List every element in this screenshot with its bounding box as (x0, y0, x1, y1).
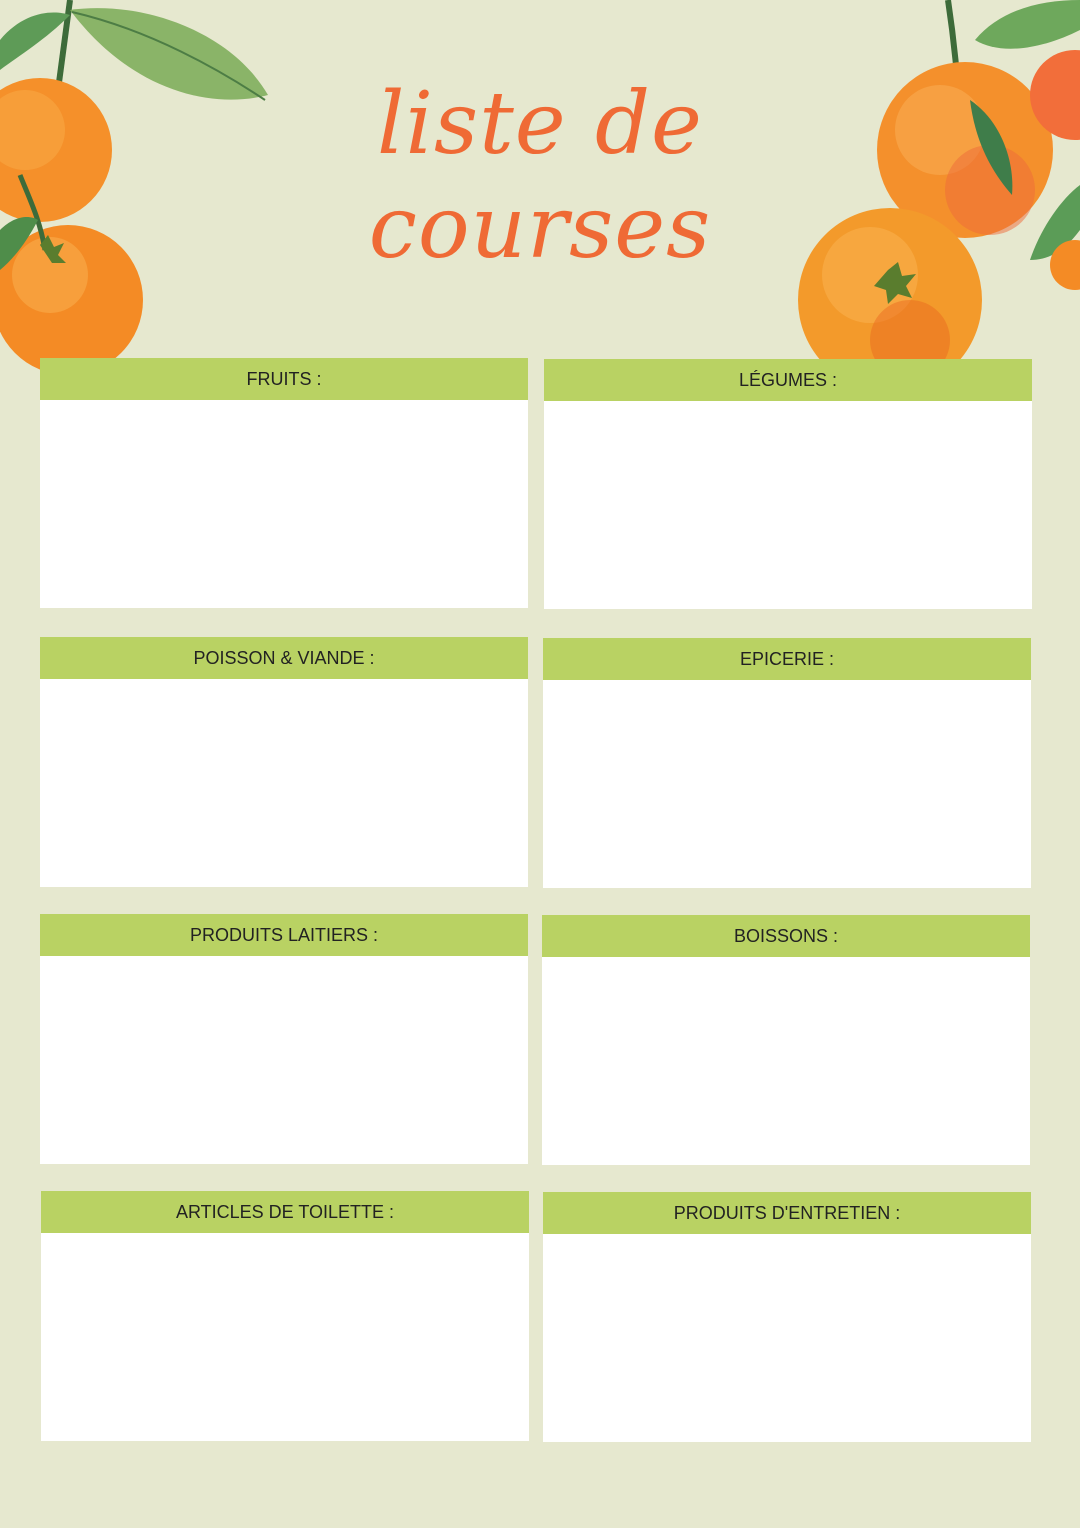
section-writing-area-articles-toilette[interactable] (41, 1233, 529, 1441)
section-card-fruits (40, 358, 528, 608)
orange-branch-right-illustration (790, 0, 1080, 370)
section-header-epicerie: EPICERIE : (543, 638, 1031, 680)
section-card-articles-toilette (41, 1191, 529, 1441)
page-title (300, 72, 780, 280)
section-card-legumes (544, 359, 1032, 609)
orange-branch-left-illustration (0, 0, 290, 400)
section-card-poisson-viande (40, 637, 528, 887)
title-line-2: courses (368, 178, 712, 278)
section-header-poisson-viande: POISSON & VIANDE : (40, 637, 528, 679)
section-writing-area-epicerie[interactable] (543, 680, 1031, 888)
section-card-produits-entretien (543, 1192, 1031, 1442)
section-card-boissons (542, 915, 1030, 1165)
section-card-produits-laitiers (40, 914, 528, 1164)
section-header-produits-laitiers: PRODUITS LAITIERS : (40, 914, 528, 956)
section-header-legumes: LÉGUMES : (544, 359, 1032, 401)
section-writing-area-legumes[interactable] (544, 401, 1032, 609)
section-header-boissons: BOISSONS : (542, 915, 1030, 957)
section-card-epicerie (543, 638, 1031, 888)
section-writing-area-fruits[interactable] (40, 400, 528, 608)
section-header-articles-toilette: ARTICLES DE TOILETTE : (41, 1191, 529, 1233)
section-writing-area-produits-entretien[interactable] (543, 1234, 1031, 1442)
section-header-fruits: FRUITS : (40, 358, 528, 400)
title-line-1: liste de (377, 74, 703, 174)
section-writing-area-produits-laitiers[interactable] (40, 956, 528, 1164)
section-header-produits-entretien: PRODUITS D'ENTRETIEN : (543, 1192, 1031, 1234)
section-writing-area-poisson-viande[interactable] (40, 679, 528, 887)
section-writing-area-boissons[interactable] (542, 957, 1030, 1165)
